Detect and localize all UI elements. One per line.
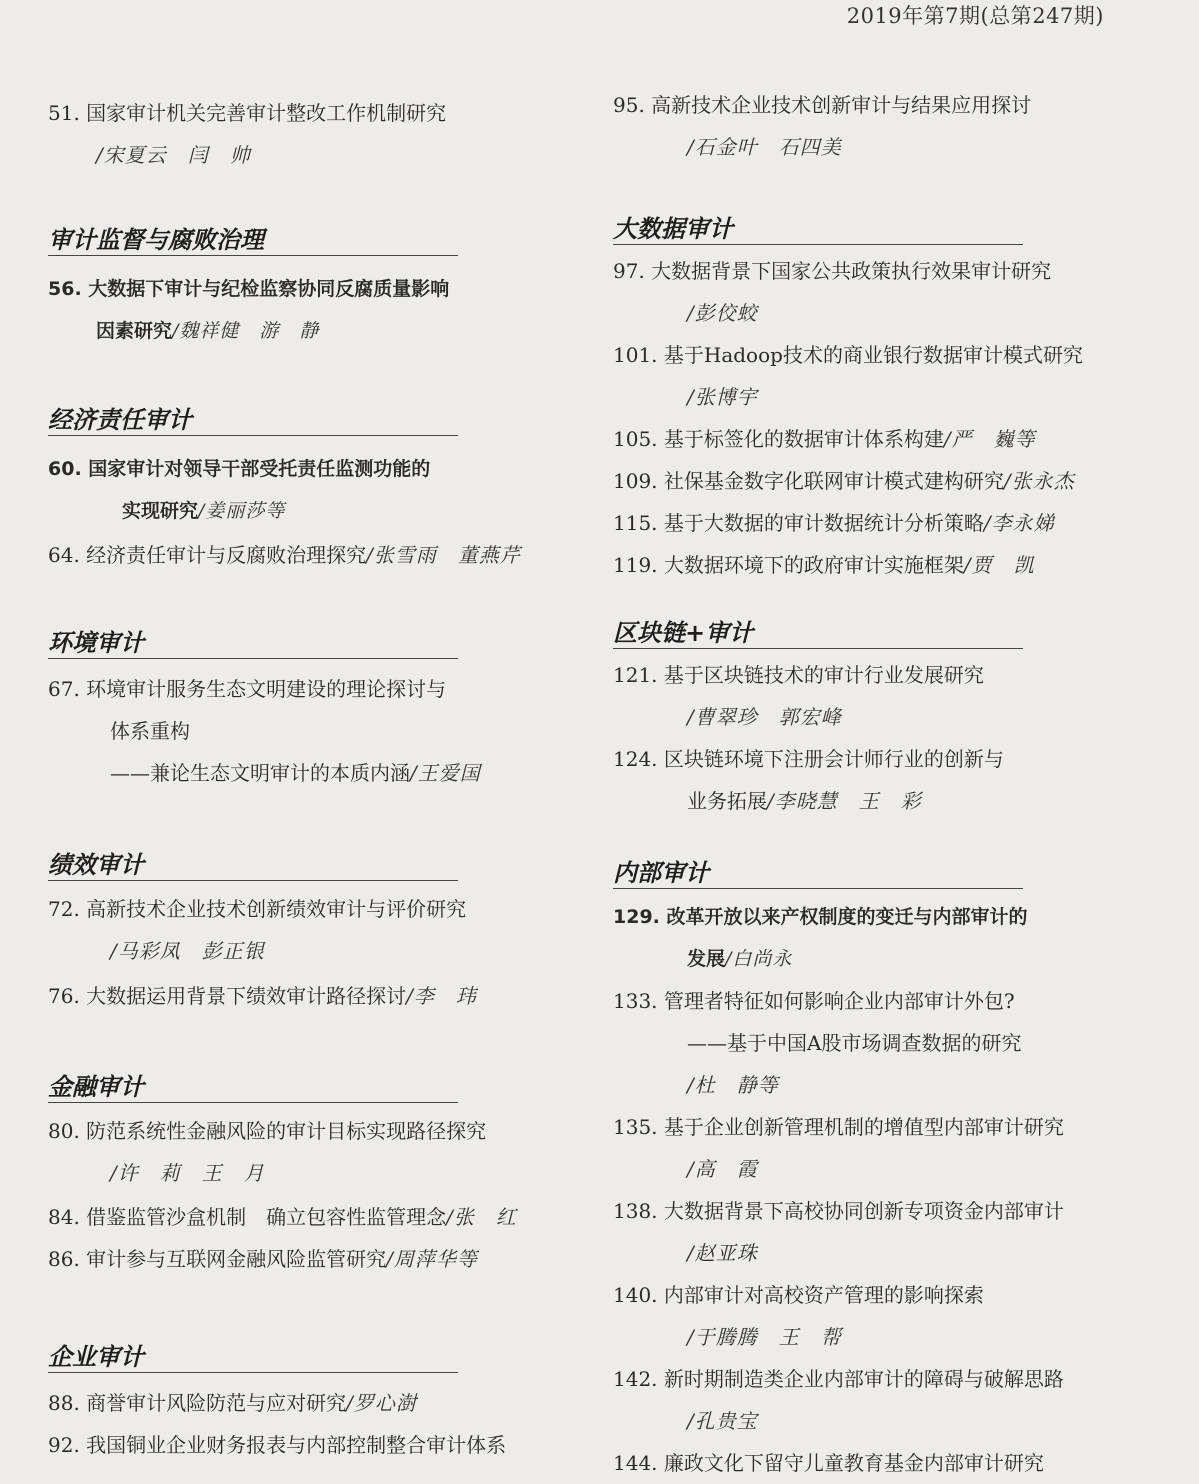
toc-line <box>613 418 1083 460</box>
article-title: 129. 改革开放以来产权制度的变迁与内部审计的 <box>613 906 1028 928</box>
toc-line <box>613 1442 1064 1484</box>
section-heading: 区块链+审计 <box>613 618 1023 649</box>
toc-entry <box>48 888 466 972</box>
article-title: 135. 基于企业创新管理机制的增值型内部审计研究 <box>613 1115 1064 1139</box>
article-title: 51. 国家审计机关完善审计整改工作机制研究 <box>48 101 447 125</box>
article-title: 实现研究 <box>122 500 199 522</box>
article-author: /王爱国 <box>410 761 481 785</box>
article-title: 88. 商誉审计风险防范与应对研究 <box>48 1391 347 1415</box>
toc-line <box>48 134 446 176</box>
issue-header: 2019年第7期(总第247期) <box>846 4 1104 28</box>
article-title: 138. 大数据背景下高校协同创新专项资金内部审计 <box>613 1199 1064 1223</box>
article-title: 84. 借鉴监管沙盒机制 确立包容性监管理念 <box>48 1205 447 1229</box>
article-title: 60. 国家审计对领导干部受托责任监测功能的 <box>48 458 431 480</box>
article-author: /张博宇 <box>687 385 758 409</box>
toc-line <box>48 1238 517 1280</box>
article-title: 因素研究 <box>96 320 173 342</box>
toc-line <box>613 1316 1064 1358</box>
toc-entry <box>613 980 1064 1484</box>
toc-line <box>48 534 521 576</box>
article-title: 80. 防范系统性金融风险的审计目标实现路径探究 <box>48 1119 487 1143</box>
toc-line <box>48 1382 506 1424</box>
toc-line <box>613 460 1083 502</box>
toc-line <box>613 938 1028 980</box>
article-author: /彭佼蛟 <box>687 301 758 325</box>
article-author: /李晓慧 王 彩 <box>767 789 922 813</box>
toc-entry <box>48 975 477 1017</box>
toc-line <box>48 975 477 1017</box>
toc-entry <box>48 1382 506 1466</box>
section-heading: 企业审计 <box>48 1342 458 1373</box>
article-title: 97. 大数据背景下国家公共政策执行效果审计研究 <box>613 259 1052 283</box>
toc-entry <box>48 1110 486 1194</box>
article-title: 72. 高新技术企业技术创新绩效审计与评价研究 <box>48 897 467 921</box>
article-title: 124. 区块链环境下注册会计师行业的创新与 <box>613 747 1004 771</box>
article-title: 115. 基于大数据的审计数据统计分析策略 <box>613 511 984 535</box>
toc-line <box>613 376 1083 418</box>
article-author: /张雪雨 董燕芹 <box>366 543 521 567</box>
article-author: /贾 凯 <box>963 553 1035 577</box>
article-title: 105. 基于标签化的数据审计体系构建 <box>613 427 944 451</box>
section-heading: 经济责任审计 <box>48 405 458 436</box>
toc-entry <box>48 92 446 176</box>
article-title: 121. 基于区块链技术的审计行业发展研究 <box>613 663 984 687</box>
article-title: 67. 环境审计服务生态文明建设的理论探讨与 <box>48 677 447 701</box>
toc-line <box>613 544 1083 586</box>
article-title: 64. 经济责任审计与反腐败治理探究 <box>48 543 367 567</box>
toc-line <box>48 310 449 352</box>
toc-line <box>613 1190 1064 1232</box>
article-title: ——兼论生态文明审计的本质内涵 <box>110 761 410 785</box>
toc-line <box>613 1106 1064 1148</box>
article-author: /张永杰 <box>1003 469 1075 493</box>
article-author: /杜 静等 <box>687 1073 779 1097</box>
toc-entry <box>613 250 1083 586</box>
toc-line <box>48 1110 486 1152</box>
section-heading: 内部审计 <box>613 858 1023 889</box>
toc-entry <box>613 84 1031 168</box>
article-title: 95. 高新技术企业技术创新审计与结果应用探讨 <box>613 93 1032 117</box>
article-author: /李 玮 <box>406 984 477 1008</box>
toc-line <box>48 888 466 930</box>
toc-entry <box>613 654 1004 822</box>
article-author: /曹翠珍 郭宏峰 <box>687 705 842 729</box>
article-author: /周萍华等 <box>386 1247 478 1271</box>
article-author: /李永娣 <box>983 511 1055 535</box>
toc-line <box>613 1022 1064 1064</box>
section-heading: 审计监督与腐败治理 <box>48 225 458 256</box>
article-author: /赵亚珠 <box>687 1241 758 1265</box>
toc-line <box>613 1232 1064 1274</box>
article-title: 109. 社保基金数字化联网审计模式建构研究 <box>613 469 1004 493</box>
toc-line <box>613 292 1083 334</box>
toc-entry <box>48 1196 517 1280</box>
toc-line <box>48 752 481 794</box>
article-author: /孔贵宝 <box>687 1409 758 1433</box>
article-author: /石金叶 石四美 <box>687 135 842 159</box>
toc-entry <box>613 896 1028 980</box>
toc-line <box>48 448 430 490</box>
toc-line <box>613 334 1083 376</box>
toc-line <box>613 1064 1064 1106</box>
article-title: ——基于中国A股市场调查数据的研究 <box>687 1031 1022 1055</box>
toc-entry <box>48 668 481 794</box>
article-title: 86. 审计参与互联网金融风险监管研究 <box>48 1247 387 1271</box>
article-title: 133. 管理者特征如何影响企业内部审计外包? <box>613 989 1015 1013</box>
article-author: /许 莉 王 月 <box>110 1161 265 1185</box>
article-author: /马彩凤 彭正银 <box>110 939 265 963</box>
article-title: 业务拓展 <box>687 789 767 813</box>
toc-line <box>48 490 430 532</box>
toc-line <box>48 668 481 710</box>
article-title: 119. 大数据环境下的政府审计实施框架 <box>613 553 964 577</box>
article-title: 体系重构 <box>110 719 190 743</box>
toc-line <box>613 250 1083 292</box>
article-author: /罗心澍 <box>346 1391 417 1415</box>
toc-line <box>613 896 1028 938</box>
article-title: 92. 我国铜业企业财务报表与内部控制整合审计体系 <box>48 1433 507 1457</box>
toc-line <box>613 738 1004 780</box>
toc-line <box>613 654 1004 696</box>
article-title: 142. 新时期制造类企业内部审计的障碍与破解思路 <box>613 1367 1064 1391</box>
article-author: /于腾腾 王 帮 <box>687 1325 842 1349</box>
toc-line <box>613 1148 1064 1190</box>
toc-line <box>48 268 449 310</box>
toc-line <box>48 92 446 134</box>
article-author: /姜丽莎等 <box>198 500 286 522</box>
article-author: /严 巍等 <box>943 427 1036 451</box>
toc-line <box>48 1152 486 1194</box>
article-title: 140. 内部审计对高校资产管理的影响探索 <box>613 1283 984 1307</box>
section-heading: 环境审计 <box>48 628 458 659</box>
toc-line <box>613 1358 1064 1400</box>
section-heading: 大数据审计 <box>613 214 1023 245</box>
article-title: 发展 <box>687 948 726 970</box>
toc-line <box>613 980 1064 1022</box>
toc-line <box>613 84 1031 126</box>
article-author: /白尚永 <box>725 948 793 970</box>
toc-entry <box>48 448 430 532</box>
article-title: 56. 大数据下审计与纪检监察协同反腐质量影响 <box>48 278 450 300</box>
toc-entry <box>48 268 449 352</box>
toc-line <box>48 710 481 752</box>
article-author: /张 红 <box>446 1205 517 1229</box>
article-title: 76. 大数据运用背景下绩效审计路径探讨 <box>48 984 407 1008</box>
toc-line <box>48 1424 506 1466</box>
article-author: /宋夏云 闫 帅 <box>96 143 251 167</box>
toc-line <box>613 696 1004 738</box>
section-heading: 金融审计 <box>48 1072 458 1103</box>
toc-line <box>48 930 466 972</box>
toc-entry <box>48 534 521 576</box>
toc-line <box>613 126 1031 168</box>
article-title: 144. 廉政文化下留守儿童教育基金内部审计研究 <box>613 1451 1044 1475</box>
toc-line <box>613 502 1083 544</box>
article-title: 101. 基于Hadoop技术的商业银行数据审计模式研究 <box>613 343 1083 367</box>
toc-line <box>613 1400 1064 1442</box>
toc-line <box>613 1274 1064 1316</box>
toc-line <box>613 780 1004 822</box>
article-author: /高 霞 <box>687 1157 758 1181</box>
article-author: /魏祥健 游 静 <box>172 320 320 342</box>
toc-line <box>48 1196 517 1238</box>
section-heading: 绩效审计 <box>48 850 458 881</box>
